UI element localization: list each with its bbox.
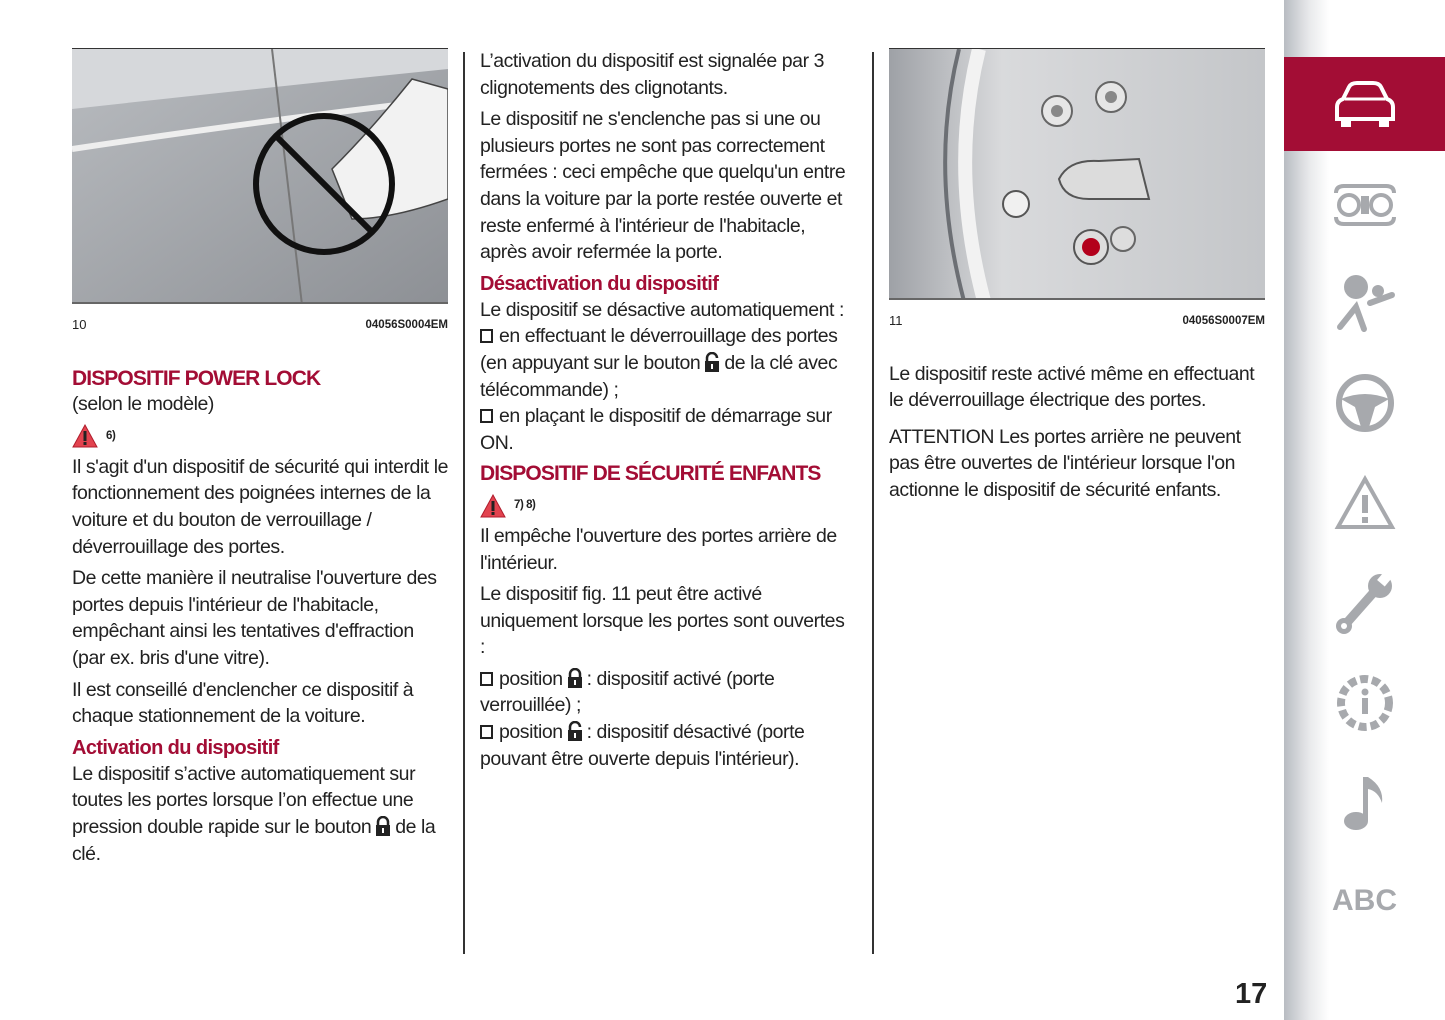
subsection-heading: Désactivation du dispositif xyxy=(480,272,719,295)
figure-number: 11 xyxy=(889,313,903,328)
text: en effectuant le déverrouillage des portes (en appuyant sur le bouton xyxy=(480,325,838,374)
airbag-icon xyxy=(1334,273,1396,333)
nav-technical-data[interactable] xyxy=(1284,656,1445,750)
paragraph: De cette manière il neutralise l'ouverture des portes depuis l'intérieur de l'habitacle, empêchant ainsi les tentatives d'effraction (par ex. bris d'une vitre). xyxy=(72,567,437,669)
paragraph: Le dispositif ne s'enclenche pas si une ou plusieurs portes ne sont pas correctement fermées : ceci empêche que quelqu'un entre dans la voiture par la porte restée ouverte et reste enfermé à l'intérieur de l'habitacle, après avoir refermée la porte. xyxy=(480,108,846,264)
steering-wheel-icon xyxy=(1335,373,1395,433)
list-item xyxy=(480,666,852,719)
warning-icon xyxy=(480,494,506,518)
list-item xyxy=(480,403,852,456)
wrench-icon xyxy=(1334,570,1396,636)
text: Le dispositif s’active automatiquement sur toutes les portes lorsque l’on effectue une pression double rapide sur le bouton xyxy=(72,762,416,838)
paragraph: Il s'agit d'un dispositif de sécurité qui interdit le fonctionnement des poignées internes de la voiture et du bouton de verrouillage / déverrouillage des portes. xyxy=(72,455,448,558)
nav-driving[interactable] xyxy=(1284,356,1445,450)
paragraph: Le dispositif reste activé même en effectuant le déverrouillage électrique des portes. xyxy=(889,362,1255,412)
paragraph: ATTENTION Les portes arrière ne peuvent pas être ouvertes de l'intérieur lorsque l'on actionne le dispositif de sécurité enfants. xyxy=(889,425,1241,501)
lock-open-icon xyxy=(567,721,583,741)
lock-open-icon xyxy=(704,352,720,372)
figure-number: 10 xyxy=(72,317,87,332)
nav-index[interactable] xyxy=(1284,854,1445,948)
nav-maintenance[interactable] xyxy=(1284,556,1445,650)
figure-code: 04056S0007EM xyxy=(1182,315,1265,327)
nav-emergency[interactable] xyxy=(1284,456,1445,550)
bullet-square-icon xyxy=(480,672,493,686)
warning-reference: 7) 8) xyxy=(514,499,536,512)
list-item xyxy=(480,323,852,403)
page-number: 17 xyxy=(1235,978,1268,1010)
text: : dispositif activé (porte verrouillée) ; xyxy=(480,667,775,717)
text: position xyxy=(499,667,563,690)
nav-safety[interactable] xyxy=(1284,256,1445,350)
column-1 xyxy=(72,48,448,872)
nav-dashboard[interactable] xyxy=(1284,158,1445,252)
chapter-sidebar xyxy=(1284,0,1445,1020)
bullet-square-icon xyxy=(480,409,493,423)
bullet-square-icon xyxy=(480,329,493,343)
text: : dispositif désactivé (porte pouvant être ouverte depuis l'intérieur). xyxy=(480,721,805,770)
figure-11-child-lock-illustration xyxy=(889,48,1265,300)
column-2 xyxy=(480,48,852,777)
music-note-icon xyxy=(1340,773,1390,833)
column-divider xyxy=(463,52,465,954)
figure-code: 04056S0004EM xyxy=(365,319,448,331)
subsection-heading: Activation du dispositif xyxy=(72,736,279,759)
paragraph: L’activation du dispositif est signalée par 3 clignotements des clignotants. xyxy=(480,50,824,99)
bullet-square-icon xyxy=(480,725,493,739)
lock-closed-icon xyxy=(567,668,583,688)
paragraph: Le dispositif se désactive automatiquement : xyxy=(480,298,844,321)
paragraph: Il est conseillé d'enclencher ce dispositif à chaque stationnement de la voiture. xyxy=(72,678,414,728)
text: position xyxy=(499,721,563,744)
nav-multimedia[interactable] xyxy=(1284,756,1445,850)
column-divider xyxy=(872,52,874,954)
section-heading: DISPOSITIF POWER LOCK xyxy=(72,366,321,390)
column-3 xyxy=(889,48,1265,509)
subheading: (selon le modèle) xyxy=(72,392,214,415)
warning-icon xyxy=(72,424,98,448)
car-icon xyxy=(1333,79,1397,129)
paragraph: Il empêche l'ouverture des portes arrière de l'intérieur. xyxy=(480,524,837,574)
list-item xyxy=(480,719,852,772)
index-label: ABC xyxy=(1332,884,1397,917)
nav-car[interactable] xyxy=(1284,57,1445,151)
text: de la clé avec télécommande) ; xyxy=(480,351,838,401)
lock-closed-icon xyxy=(375,816,391,836)
paragraph: Le dispositif fig. 11 peut être activé uniquement lorsque les portes sont ouvertes : xyxy=(480,583,845,659)
warning-reference: 6) xyxy=(106,430,116,443)
figure-10-door-handle-illustration xyxy=(72,48,448,304)
text: de la clé. xyxy=(72,815,436,865)
paragraph xyxy=(72,761,448,867)
warning-triangle-icon xyxy=(1334,475,1396,531)
section-heading: DISPOSITIF DE SÉCURITÉ ENFANTS xyxy=(480,462,821,486)
dashboard-icon xyxy=(1332,183,1398,227)
gear-info-icon xyxy=(1334,672,1396,734)
text: en plaçant le dispositif de démarrage sur ON. xyxy=(480,405,832,454)
